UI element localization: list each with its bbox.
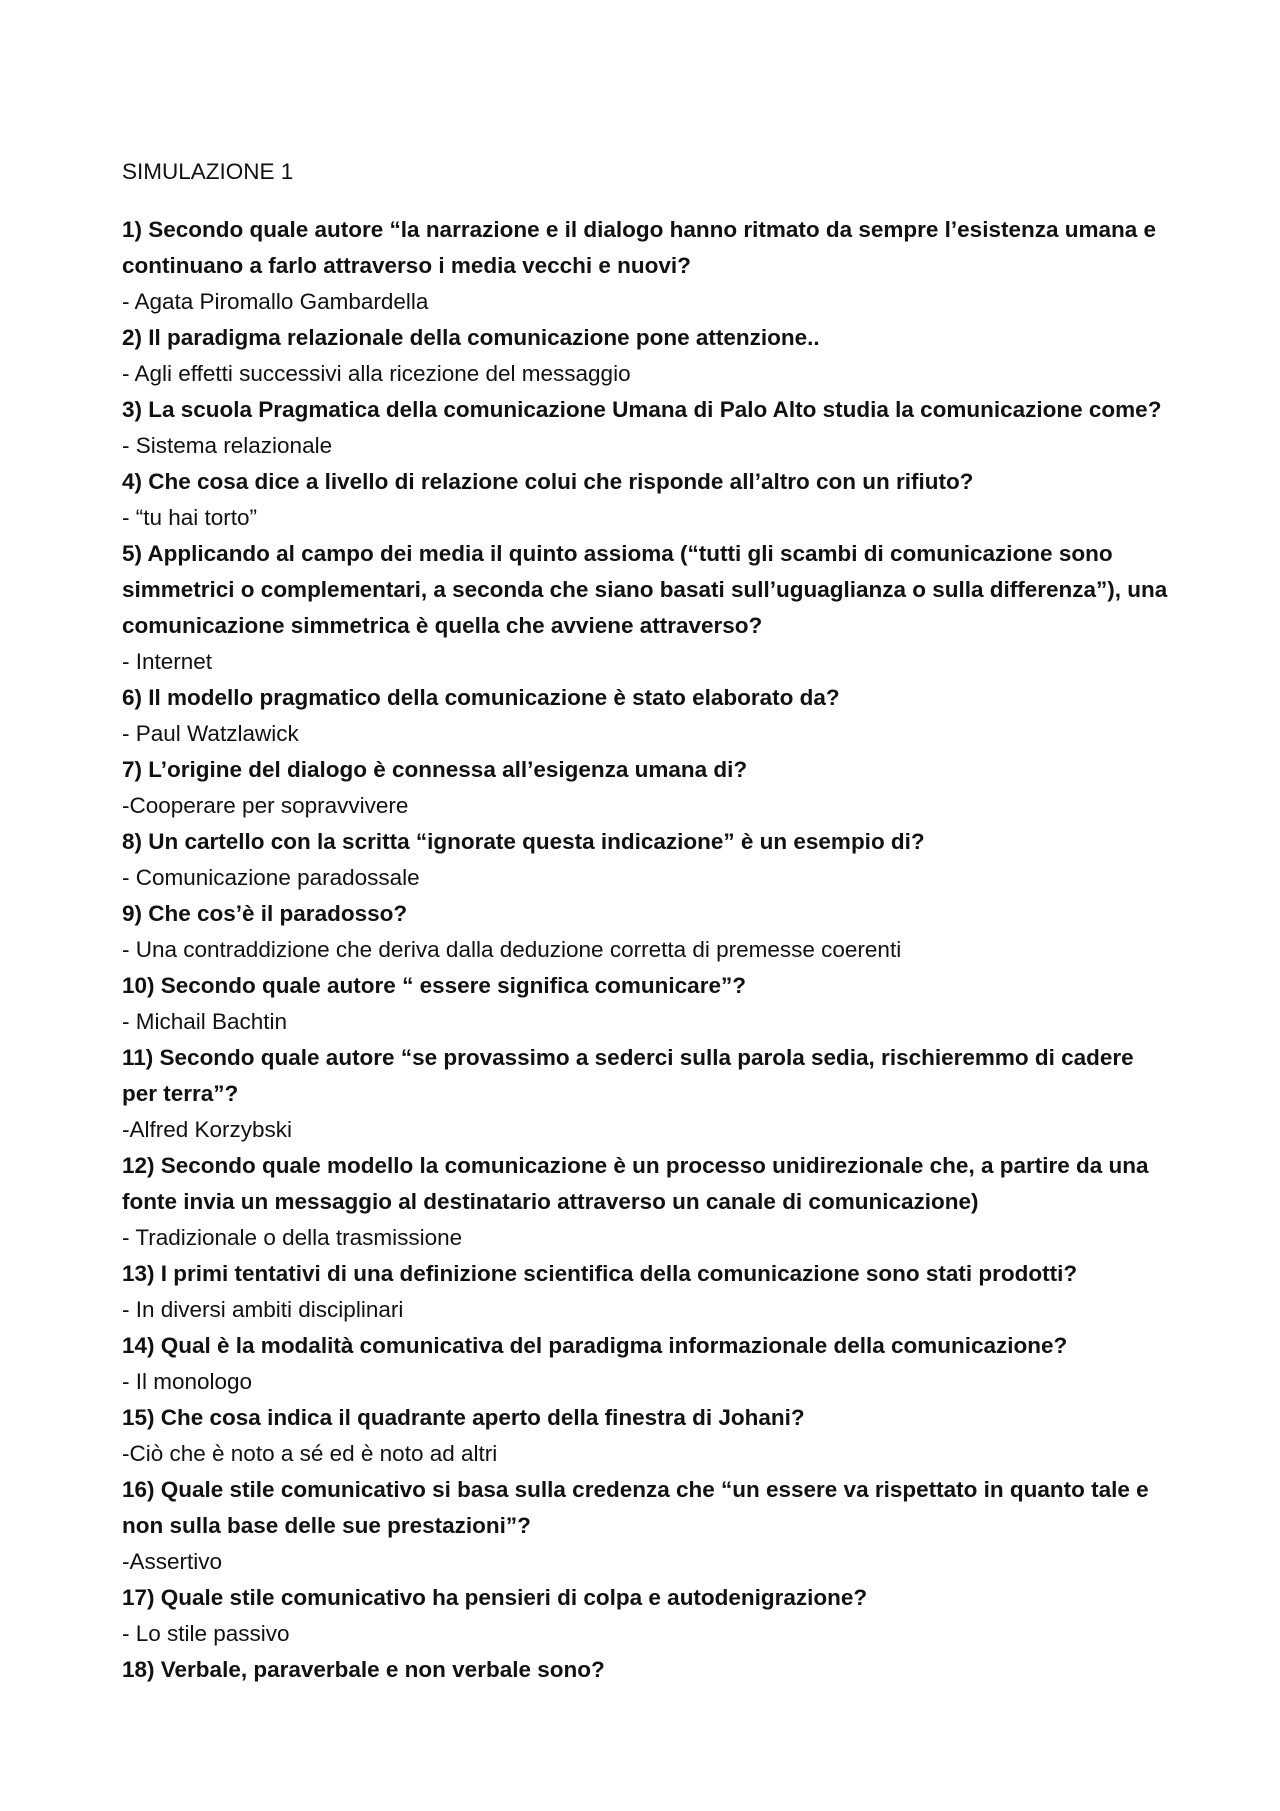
question-18: 18) Verbale, paraverbale e non verbale sono? xyxy=(122,1657,605,1682)
answer-12: - Tradizionale o della trasmissione xyxy=(122,1225,463,1250)
answer-15: -Ciò che è noto a sé ed è noto ad altri xyxy=(122,1441,498,1466)
answer-4: - “tu hai torto” xyxy=(122,505,258,530)
question-5: 5) Applicando al campo dei media il quinto assioma (“tutti gli scambi di comunicazione sono simmetrici o complementari, a seconda che siano basati sull’uguaglianza o sulla differenza”), una comunicazione simmetrica è quella che avviene attraverso? xyxy=(122,541,1168,638)
answer-16: -Assertivo xyxy=(122,1549,223,1574)
document-page xyxy=(122,154,1172,1688)
qa-item-1 xyxy=(122,212,1172,320)
answer-7: -Cooperare per sopravvivere xyxy=(122,793,409,818)
answer-8: - Comunicazione paradossale xyxy=(122,865,420,890)
document-title: SIMULAZIONE 1 xyxy=(122,159,294,184)
question-9: 9) Che cos’è il paradosso? xyxy=(122,901,408,926)
question-7: 7) L’origine del dialogo è connessa all’esigenza umana di? xyxy=(122,757,748,782)
question-2: 2) Il paradigma relazionale della comunicazione pone attenzione.. xyxy=(122,325,820,350)
answer-11: -Alfred Korzybski xyxy=(122,1117,293,1142)
qa-item-5 xyxy=(122,536,1172,680)
question-4: 4) Che cosa dice a livello di relazione colui che risponde all’altro con un rifiuto? xyxy=(122,469,974,494)
question-1: 1) Secondo quale autore “la narrazione e il dialogo hanno ritmato da sempre l’esistenza umana e continuano a farlo attraverso i media vecchi e nuovi? xyxy=(122,217,1157,278)
qa-item-2 xyxy=(122,320,1172,392)
qa-item-7 xyxy=(122,752,1172,824)
answer-14: - Il monologo xyxy=(122,1369,253,1394)
question-13: 13) I primi tentativi di una definizione scientifica della comunicazione sono stati prodotti? xyxy=(122,1261,1078,1286)
answer-17: - Lo stile passivo xyxy=(122,1621,290,1646)
question-15: 15) Che cosa indica il quadrante aperto della finestra di Johani? xyxy=(122,1405,805,1430)
answer-3: - Sistema relazionale xyxy=(122,433,333,458)
qa-item-10 xyxy=(122,968,1172,1040)
qa-item-9 xyxy=(122,896,1172,968)
question-8: 8) Un cartello con la scritta “ignorate questa indicazione” è un esempio di? xyxy=(122,829,925,854)
qa-item-3 xyxy=(122,392,1172,464)
qa-item-16 xyxy=(122,1472,1172,1580)
answer-6: - Paul Watzlawick xyxy=(122,721,299,746)
question-3: 3) La scuola Pragmatica della comunicazione Umana di Palo Alto studia la comunicazione come? xyxy=(122,397,1162,422)
answer-10: - Michail Bachtin xyxy=(122,1009,288,1034)
question-12: 12) Secondo quale modello la comunicazione è un processo unidirezionale che, a partire da una fonte invia un messaggio al destinatario attraverso un canale di comunicazione) xyxy=(122,1153,1149,1214)
qa-item-4 xyxy=(122,464,1172,536)
answer-2: - Agli effetti successivi alla ricezione del messaggio xyxy=(122,361,631,386)
question-10: 10) Secondo quale autore “ essere significa comunicare”? xyxy=(122,973,746,998)
question-16: 16) Quale stile comunicativo si basa sulla credenza che “un essere va rispettato in quanto tale e non sulla base delle sue prestazioni”? xyxy=(122,1477,1149,1538)
question-6: 6) Il modello pragmatico della comunicazione è stato elaborato da? xyxy=(122,685,840,710)
qa-item-11 xyxy=(122,1040,1172,1148)
question-11: 11) Secondo quale autore “se provassimo a sederci sulla parola sedia, rischieremmo di cadere per terra”? xyxy=(122,1045,1134,1106)
qa-item-14 xyxy=(122,1328,1172,1400)
qa-item-8 xyxy=(122,824,1172,896)
qa-item-13 xyxy=(122,1256,1172,1328)
question-17: 17) Quale stile comunicativo ha pensieri di colpa e autodenigrazione? xyxy=(122,1585,868,1610)
qa-item-17 xyxy=(122,1580,1172,1652)
question-14: 14) Qual è la modalità comunicativa del paradigma informazionale della comunicazione? xyxy=(122,1333,1068,1358)
answer-1: - Agata Piromallo Gambardella xyxy=(122,289,429,314)
answer-13: - In diversi ambiti disciplinari xyxy=(122,1297,404,1322)
answer-5: - Internet xyxy=(122,649,213,674)
answer-9: - Una contraddizione che deriva dalla deduzione corretta di premesse coerenti xyxy=(122,937,902,962)
qa-item-18 xyxy=(122,1652,1172,1688)
qa-item-12 xyxy=(122,1148,1172,1256)
qa-item-6 xyxy=(122,680,1172,752)
qa-item-15 xyxy=(122,1400,1172,1472)
